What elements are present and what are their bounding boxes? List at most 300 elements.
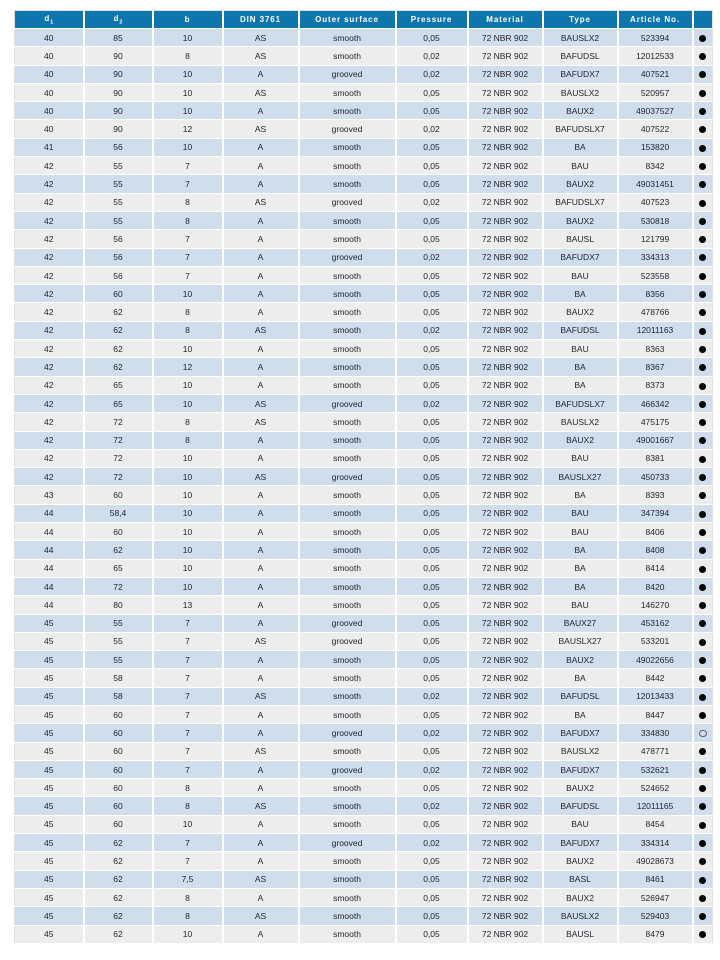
cell-d2: 65 [84,376,153,394]
cell-pressure: 0,02 [396,834,468,852]
filled-circle-icon [699,383,706,390]
cell-outer-surface: smooth [299,687,396,705]
cell-din-3761: A [223,285,299,303]
cell-din-3761: AS [223,742,299,760]
cell-material: 72 NBR 902 [468,102,543,120]
cell-type: BAUSL [543,925,618,943]
cell-d1: 44 [15,559,84,577]
cell-d1: 40 [15,65,84,83]
table-row [15,651,713,669]
cell-pressure: 0,05 [396,376,468,394]
cell-b: 10 [153,523,223,541]
cell-d2: 55 [84,651,153,669]
cell-pressure: 0,05 [396,504,468,522]
cell-availability [693,376,713,394]
cell-d1: 45 [15,687,84,705]
cell-pressure: 0,05 [396,358,468,376]
filled-circle-icon [699,181,706,188]
table-row [15,742,713,760]
cell-din-3761: A [223,669,299,687]
cell-pressure: 0,05 [396,632,468,650]
cell-din-3761: A [223,614,299,632]
cell-d1: 42 [15,248,84,266]
cell-article-no: 121799 [618,230,693,248]
cell-availability [693,541,713,559]
filled-circle-icon [699,547,706,554]
cell-pressure: 0,05 [396,651,468,669]
filled-circle-icon [699,163,706,170]
cell-pressure: 0,02 [396,687,468,705]
cell-type: BAUSLX27 [543,632,618,650]
cell-b: 12 [153,120,223,138]
cell-material: 72 NBR 902 [468,449,543,467]
cell-din-3761: A [223,230,299,248]
cell-din-3761: AS [223,321,299,339]
cell-outer-surface: grooved [299,724,396,742]
table-row [15,852,713,870]
table-row [15,431,713,449]
cell-outer-surface: smooth [299,138,396,156]
cell-material: 72 NBR 902 [468,193,543,211]
cell-availability [693,870,713,888]
cell-outer-surface: smooth [299,413,396,431]
cell-article-no: 8420 [618,577,693,595]
cell-b: 10 [153,468,223,486]
cell-din-3761: A [223,541,299,559]
cell-d2: 62 [84,907,153,925]
cell-din-3761: A [223,358,299,376]
cell-article-no: 478771 [618,742,693,760]
cell-outer-surface: smooth [299,431,396,449]
cell-material: 72 NBR 902 [468,907,543,925]
cell-pressure: 0,05 [396,596,468,614]
filled-circle-icon [699,858,706,865]
cell-type: BAUX2 [543,651,618,669]
cell-outer-surface: grooved [299,248,396,266]
cell-d1: 45 [15,834,84,852]
cell-outer-surface: smooth [299,815,396,833]
cell-material: 72 NBR 902 [468,577,543,595]
filled-circle-icon [699,895,706,902]
cell-b: 8 [153,779,223,797]
cell-d2: 72 [84,413,153,431]
cell-material: 72 NBR 902 [468,230,543,248]
cell-pressure: 0,05 [396,852,468,870]
cell-article-no: 8393 [618,486,693,504]
table-row [15,760,713,778]
cell-outer-surface: smooth [299,669,396,687]
table-row [15,596,713,614]
cell-b: 10 [153,925,223,943]
cell-type: BAUSLX27 [543,468,618,486]
cell-material: 72 NBR 902 [468,797,543,815]
cell-material: 72 NBR 902 [468,815,543,833]
table-row [15,614,713,632]
cell-article-no: 8381 [618,449,693,467]
cell-b: 7 [153,852,223,870]
cell-article-no: 407523 [618,193,693,211]
table-row [15,468,713,486]
cell-availability [693,285,713,303]
cell-material: 72 NBR 902 [468,614,543,632]
cell-material: 72 NBR 902 [468,870,543,888]
cell-type: BAFUDSL [543,687,618,705]
cell-type: BAUX2 [543,211,618,229]
cell-material: 72 NBR 902 [468,760,543,778]
cell-availability [693,65,713,83]
cell-pressure: 0,05 [396,266,468,284]
cell-material: 72 NBR 902 [468,65,543,83]
cell-b: 7 [153,175,223,193]
column-header-type: Type [543,11,618,29]
cell-din-3761: A [223,138,299,156]
cell-d1: 42 [15,468,84,486]
cell-outer-surface: grooved [299,65,396,83]
cell-availability [693,230,713,248]
cell-d1: 45 [15,669,84,687]
cell-type: BAUSL [543,230,618,248]
cell-b: 8 [153,321,223,339]
cell-material: 72 NBR 902 [468,321,543,339]
cell-d1: 42 [15,376,84,394]
table-row [15,669,713,687]
cell-article-no: 523394 [618,29,693,47]
filled-circle-icon [699,657,706,664]
cell-d1: 45 [15,760,84,778]
cell-article-no: 478766 [618,303,693,321]
cell-outer-surface: smooth [299,29,396,47]
cell-article-no: 146270 [618,596,693,614]
cell-outer-surface: grooved [299,468,396,486]
cell-type: BAU [543,266,618,284]
cell-d1: 45 [15,797,84,815]
cell-outer-surface: smooth [299,211,396,229]
cell-d2: 60 [84,779,153,797]
cell-d1: 40 [15,102,84,120]
cell-article-no: 49001667 [618,431,693,449]
cell-b: 10 [153,138,223,156]
cell-article-no: 8373 [618,376,693,394]
cell-din-3761: AS [223,120,299,138]
cell-material: 72 NBR 902 [468,394,543,412]
seal-catalog-table-wrap [14,10,712,944]
cell-pressure: 0,05 [396,559,468,577]
cell-d2: 60 [84,523,153,541]
cell-article-no: 12011163 [618,321,693,339]
filled-circle-icon [699,364,706,371]
cell-pressure: 0,05 [396,211,468,229]
cell-availability [693,175,713,193]
cell-material: 72 NBR 902 [468,651,543,669]
cell-din-3761: A [223,102,299,120]
cell-pressure: 0,05 [396,413,468,431]
cell-d2: 65 [84,559,153,577]
filled-circle-icon [699,346,706,353]
filled-circle-icon [699,492,706,499]
cell-din-3761: A [223,449,299,467]
cell-article-no: 49022656 [618,651,693,669]
table-row [15,449,713,467]
filled-circle-icon [699,675,706,682]
cell-d1: 45 [15,907,84,925]
cell-pressure: 0,05 [396,175,468,193]
cell-article-no: 12012533 [618,47,693,65]
cell-din-3761: A [223,211,299,229]
cell-article-no: 530818 [618,211,693,229]
filled-circle-icon [699,785,706,792]
cell-material: 72 NBR 902 [468,779,543,797]
cell-d2: 62 [84,834,153,852]
cell-outer-surface: smooth [299,596,396,614]
table-body [15,29,713,944]
column-header-article-no: Article No. [618,11,693,29]
cell-d2: 60 [84,285,153,303]
cell-b: 7 [153,266,223,284]
table-row [15,29,713,47]
cell-b: 8 [153,193,223,211]
cell-pressure: 0,02 [396,47,468,65]
cell-d1: 40 [15,29,84,47]
cell-type: BAU [543,504,618,522]
filled-circle-icon [699,126,706,133]
cell-material: 72 NBR 902 [468,852,543,870]
table-row [15,413,713,431]
cell-d1: 44 [15,577,84,595]
filled-circle-icon [699,236,706,243]
cell-din-3761: A [223,852,299,870]
cell-availability [693,742,713,760]
cell-b: 7 [153,614,223,632]
cell-b: 10 [153,65,223,83]
cell-article-no: 8367 [618,358,693,376]
cell-material: 72 NBR 902 [468,541,543,559]
cell-d1: 42 [15,211,84,229]
cell-b: 10 [153,394,223,412]
cell-type: BAUX2 [543,888,618,906]
cell-type: BASL [543,870,618,888]
cell-article-no: 49028673 [618,852,693,870]
cell-type: BAFUDSL [543,797,618,815]
cell-material: 72 NBR 902 [468,888,543,906]
table-row [15,705,713,723]
filled-circle-icon [699,90,706,97]
cell-outer-surface: grooved [299,614,396,632]
cell-type: BAUSLX2 [543,742,618,760]
filled-circle-icon [699,639,706,646]
cell-pressure: 0,05 [396,705,468,723]
table-row [15,266,713,284]
cell-article-no: 532621 [618,760,693,778]
cell-availability [693,632,713,650]
cell-din-3761: AS [223,870,299,888]
cell-d2: 62 [84,852,153,870]
cell-outer-surface: smooth [299,230,396,248]
cell-availability [693,577,713,595]
table-row [15,303,713,321]
cell-b: 7 [153,157,223,175]
filled-circle-icon [699,584,706,591]
cell-b: 10 [153,376,223,394]
cell-d1: 40 [15,83,84,101]
cell-b: 7 [153,705,223,723]
cell-type: BA [543,138,618,156]
cell-material: 72 NBR 902 [468,211,543,229]
cell-d1: 42 [15,321,84,339]
cell-d1: 45 [15,888,84,906]
filled-circle-icon [699,748,706,755]
cell-b: 7 [153,248,223,266]
cell-pressure: 0,05 [396,907,468,925]
cell-din-3761: A [223,925,299,943]
cell-outer-surface: smooth [299,303,396,321]
cell-pressure: 0,05 [396,669,468,687]
open-circle-icon [699,730,707,738]
cell-type: BAFUDX7 [543,248,618,266]
cell-material: 72 NBR 902 [468,724,543,742]
table-row [15,175,713,193]
cell-pressure: 0,05 [396,468,468,486]
cell-type: BA [543,705,618,723]
cell-d2: 60 [84,815,153,833]
cell-material: 72 NBR 902 [468,358,543,376]
cell-d1: 40 [15,47,84,65]
cell-b: 10 [153,29,223,47]
cell-d2: 56 [84,138,153,156]
cell-d2: 55 [84,175,153,193]
cell-d2: 80 [84,596,153,614]
cell-d1: 45 [15,815,84,833]
cell-din-3761: A [223,175,299,193]
column-header-d2: $d_2$ [84,11,153,29]
cell-pressure: 0,05 [396,888,468,906]
cell-article-no: 524652 [618,779,693,797]
cell-d1: 42 [15,358,84,376]
cell-d1: 42 [15,266,84,284]
cell-d2: 90 [84,102,153,120]
cell-outer-surface: smooth [299,449,396,467]
cell-type: BA [543,577,618,595]
cell-din-3761: A [223,705,299,723]
cell-outer-surface: grooved [299,760,396,778]
cell-d1: 45 [15,870,84,888]
table-row [15,138,713,156]
cell-material: 72 NBR 902 [468,303,543,321]
cell-availability [693,614,713,632]
filled-circle-icon [699,35,706,42]
cell-article-no: 8406 [618,523,693,541]
filled-circle-icon [699,419,706,426]
cell-pressure: 0,05 [396,925,468,943]
table-row [15,907,713,925]
cell-d1: 45 [15,779,84,797]
filled-circle-icon [699,822,706,829]
cell-pressure: 0,02 [396,394,468,412]
table-row [15,797,713,815]
cell-din-3761: A [223,157,299,175]
cell-d1: 44 [15,596,84,614]
cell-type: BAFUDSLX7 [543,193,618,211]
filled-circle-icon [699,511,706,518]
cell-article-no: 8363 [618,340,693,358]
filled-circle-icon [699,877,706,884]
cell-outer-surface: grooved [299,193,396,211]
cell-article-no: 529403 [618,907,693,925]
table-row [15,211,713,229]
cell-article-no: 347394 [618,504,693,522]
cell-type: BAUX2 [543,175,618,193]
cell-outer-surface: grooved [299,394,396,412]
cell-availability [693,394,713,412]
table-row [15,47,713,65]
cell-outer-surface: smooth [299,870,396,888]
cell-d2: 62 [84,358,153,376]
cell-pressure: 0,05 [396,285,468,303]
cell-din-3761: AS [223,687,299,705]
cell-type: BAU [543,340,618,358]
cell-pressure: 0,05 [396,523,468,541]
table-row [15,925,713,943]
cell-type: BAU [543,596,618,614]
cell-outer-surface: smooth [299,907,396,925]
cell-din-3761: A [223,486,299,504]
cell-d1: 42 [15,340,84,358]
cell-article-no: 520957 [618,83,693,101]
filled-circle-icon [699,53,706,60]
cell-d2: 60 [84,760,153,778]
cell-type: BAU [543,449,618,467]
cell-d1: 42 [15,285,84,303]
cell-d2: 55 [84,211,153,229]
cell-availability [693,248,713,266]
cell-availability [693,321,713,339]
cell-material: 72 NBR 902 [468,504,543,522]
cell-din-3761: A [223,303,299,321]
cell-availability [693,102,713,120]
cell-article-no: 49037527 [618,102,693,120]
cell-din-3761: A [223,65,299,83]
cell-d2: 62 [84,340,153,358]
table-row [15,486,713,504]
cell-outer-surface: smooth [299,925,396,943]
column-header-d1: $d_1$ [15,11,84,29]
cell-din-3761: A [223,523,299,541]
cell-type: BAUSLX2 [543,907,618,925]
cell-pressure: 0,02 [396,65,468,83]
cell-article-no: 8447 [618,705,693,723]
cell-din-3761: A [223,760,299,778]
column-header-material: Material [468,11,543,29]
table-row [15,120,713,138]
cell-type: BAFUDSLX7 [543,120,618,138]
cell-pressure: 0,05 [396,449,468,467]
cell-material: 72 NBR 902 [468,486,543,504]
cell-pressure: 0,05 [396,303,468,321]
cell-pressure: 0,05 [396,815,468,833]
header-row [15,11,713,29]
cell-b: 7 [153,742,223,760]
cell-pressure: 0,02 [396,797,468,815]
cell-d1: 42 [15,157,84,175]
cell-type: BAFUDSL [543,47,618,65]
cell-d2: 60 [84,797,153,815]
cell-outer-surface: smooth [299,47,396,65]
cell-outer-surface: smooth [299,541,396,559]
filled-circle-icon [699,620,706,627]
filled-circle-icon [699,456,706,463]
table-row [15,193,713,211]
cell-article-no: 334313 [618,248,693,266]
cell-type: BAUX27 [543,614,618,632]
